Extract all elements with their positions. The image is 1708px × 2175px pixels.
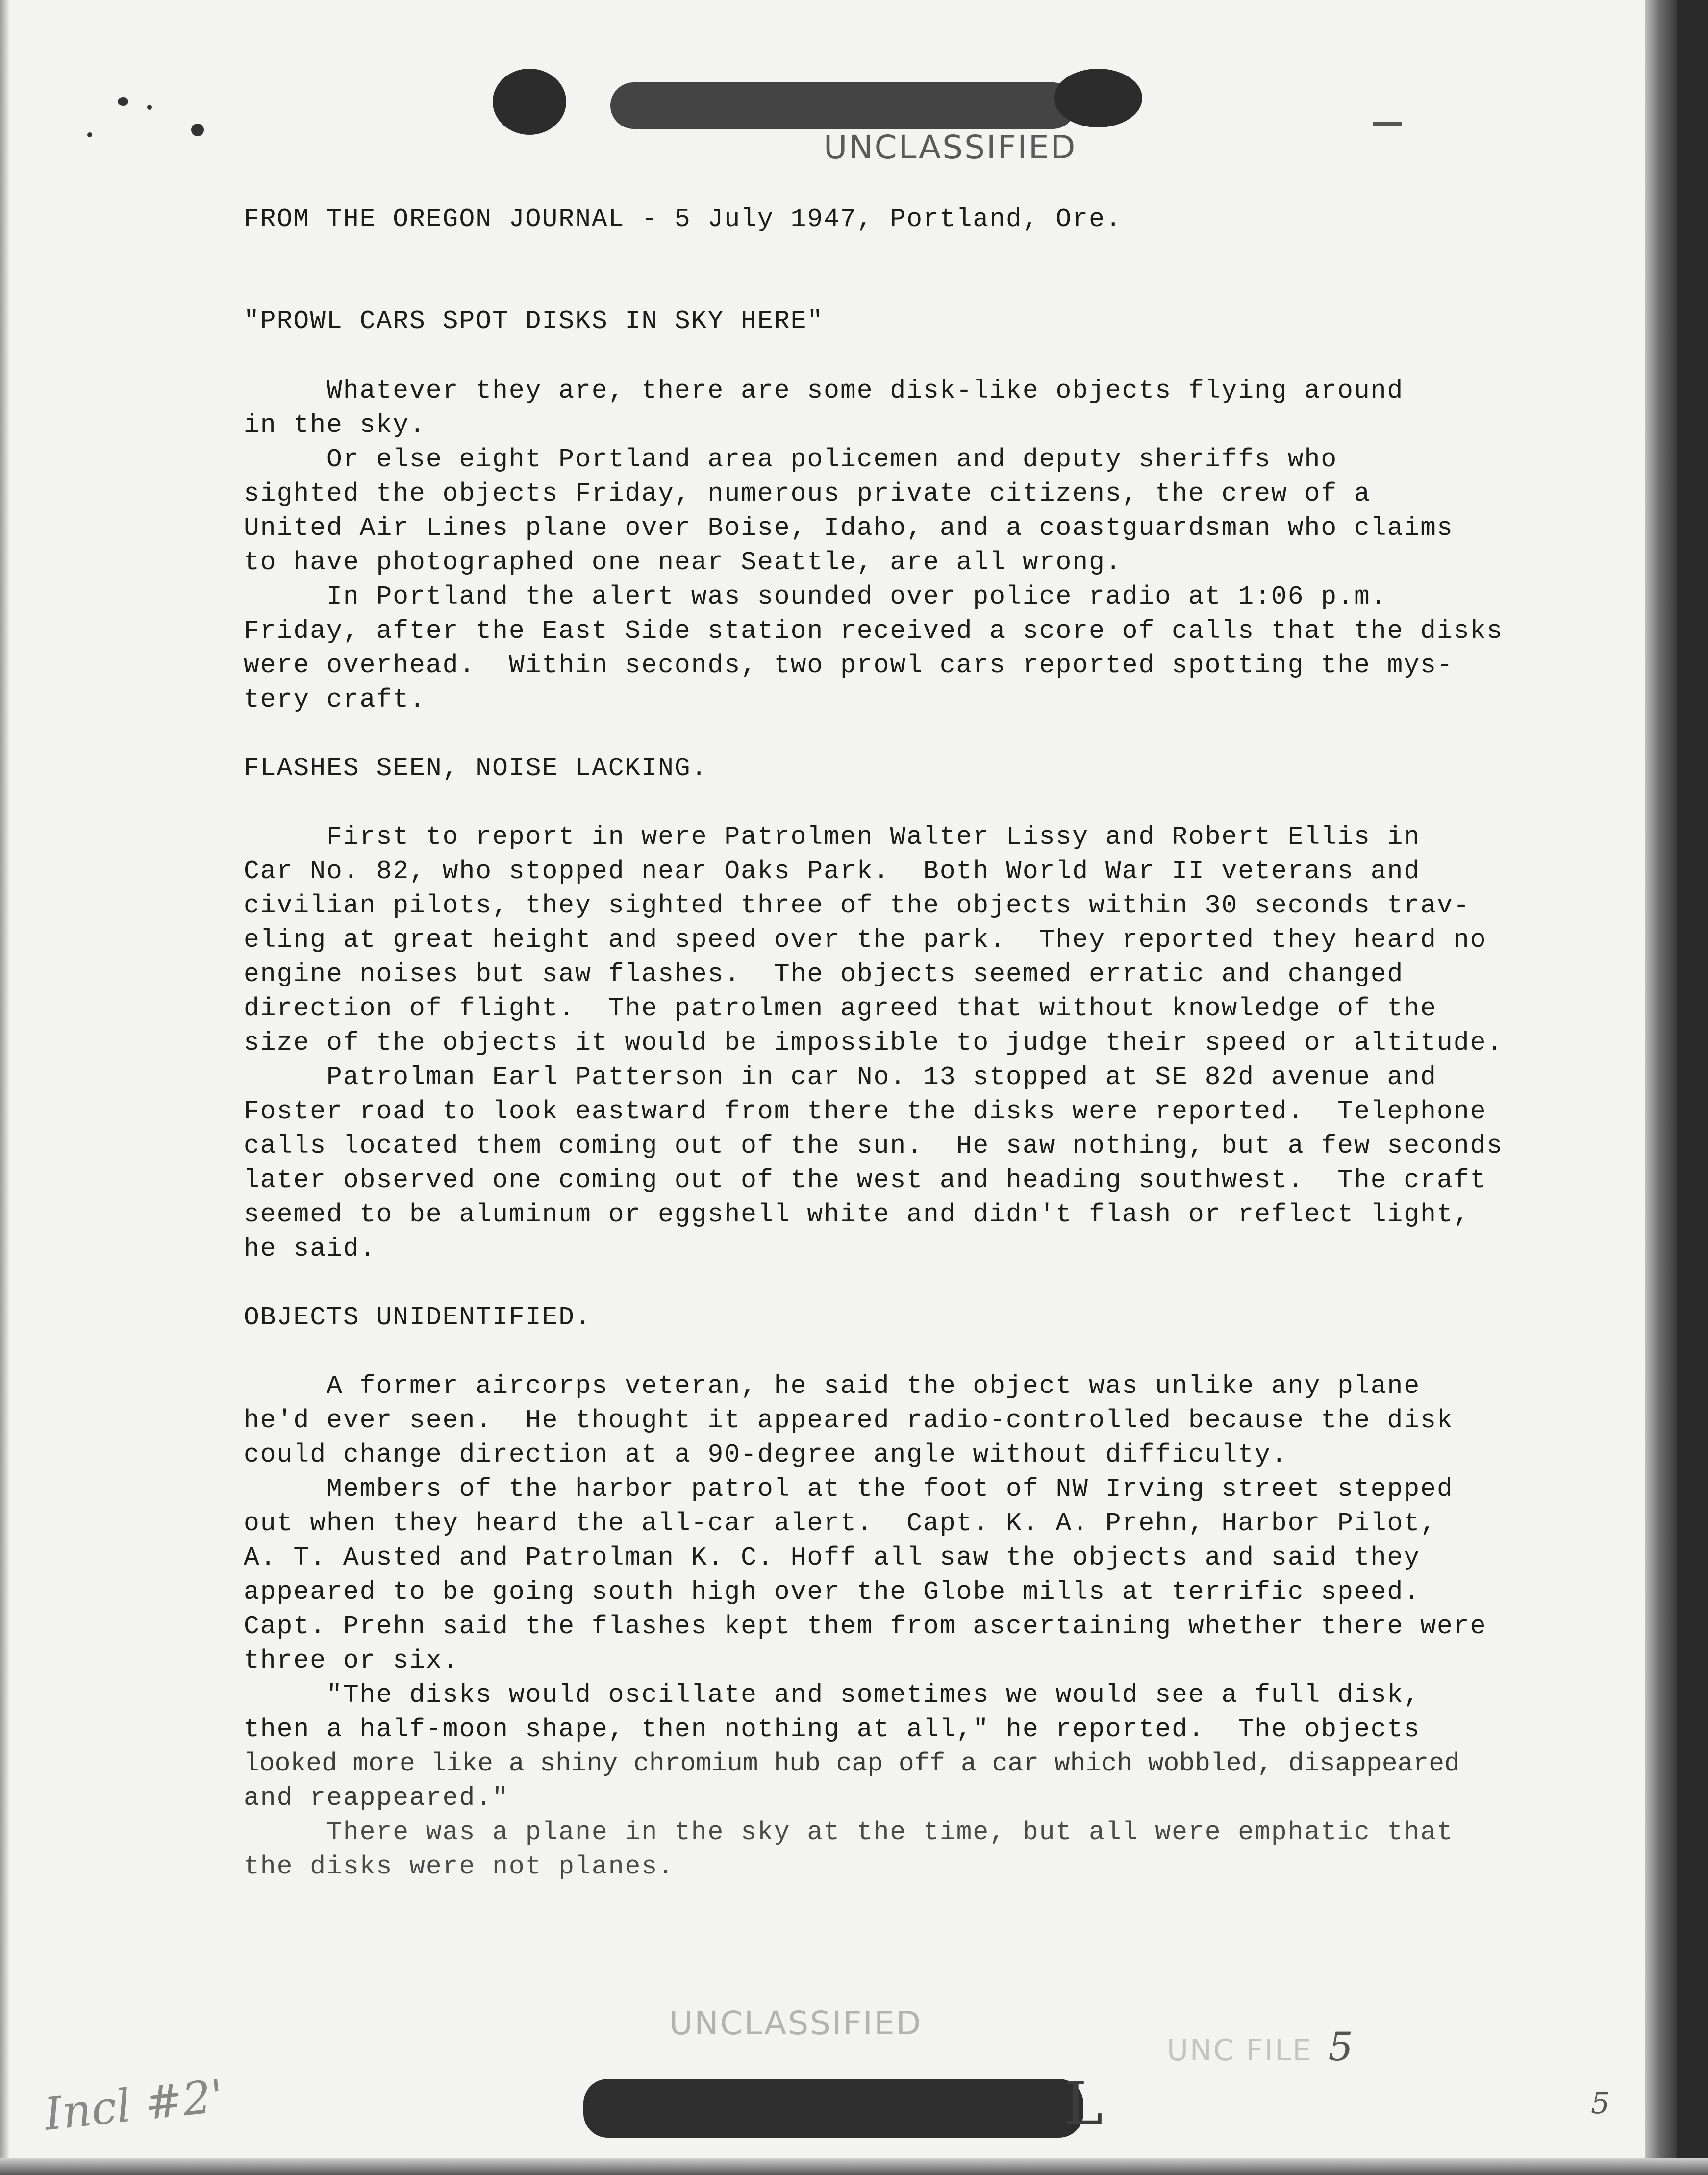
text-line: were overhead. Within seconds, two prowl cars reported spotting the mys- [244, 651, 1454, 680]
text-line: could change direction at a 90-degree angle without difficulty. [244, 1440, 1288, 1469]
text-line: A. T. Austed and Patrolman K. C. Hoff all saw the objects and said they [244, 1543, 1421, 1572]
text-line: looked more like a shiny chromium hub cap off a car which wobbled, disappeared [244, 1749, 1460, 1778]
scan-speck [118, 97, 128, 106]
redacted-marking-bottom [583, 2079, 1083, 2138]
text-line: size of the objects it would be impossible to judge their speed or altitude. [244, 1028, 1504, 1058]
text-line: Members of the harbor patrol at the foot of NW Irving street stepped [244, 1474, 1454, 1504]
text-line: three or six. [244, 1646, 459, 1675]
text-line: civilian pilots, they sighted three of the objects within 30 seconds trav- [244, 891, 1470, 920]
text-line: then a half-moon shape, then nothing at all," he reported. The objects [244, 1715, 1421, 1744]
redaction-blot-left [493, 69, 566, 135]
text-line: out when they heard the all-car alert. Capt. K. A. Prehn, Harbor Pilot, [244, 1509, 1437, 1538]
scan-speck [87, 132, 92, 137]
redacted-marking-top [610, 82, 1076, 129]
text-line: In Portland the alert was sounded over police radio at 1:06 p.m. [244, 582, 1387, 611]
text-line: Capt. Prehn said the flashes kept them from ascertaining whether there were [244, 1612, 1487, 1641]
text-line: calls located them coming out of the sun. He saw nothing, but a few seconds [244, 1131, 1504, 1161]
text-line: sighted the objects Friday, numerous private citizens, the crew of a [244, 479, 1371, 508]
scan-edge-left [0, 0, 9, 2175]
handwritten-note-left: Incl #2' [42, 2070, 226, 2141]
file-number: 5 [1328, 2024, 1355, 2070]
text-line: First to report in were Patrolmen Walter Lissy and Robert Ellis in [244, 822, 1421, 852]
text-line: he'd ever seen. He thought it appeared radio-controlled because the disk [244, 1406, 1454, 1435]
handwritten-note-right: 5 [1591, 2086, 1610, 2121]
text-line: Whatever they are, there are some disk-like objects flying around [244, 376, 1404, 405]
text-line: to have photographed one near Seattle, are all wrong. [244, 548, 1122, 577]
text-line: engine noises but saw flashes. The objects seemed erratic and changed [244, 960, 1404, 989]
text-line: Car No. 82, who stopped near Oaks Park. Both World War II veterans and [244, 857, 1421, 886]
article-headline: "PROWL CARS SPOT DISKS IN SKY HERE" [244, 306, 824, 336]
subheading-flashes-seen: FLASHES SEEN, NOISE LACKING. [244, 754, 708, 783]
text-line: Foster road to look eastward from there the disks were reported. Telephone [244, 1097, 1487, 1126]
text-line: appeared to be going south high over the Globe mills at terrific speed. [244, 1577, 1421, 1607]
text-line: direction of flight. The patrolmen agreed that without knowledge of the [244, 994, 1437, 1023]
subheading-objects-unidentified: OBJECTS UNIDENTIFIED. [244, 1303, 592, 1332]
text-line: and reappeared." [244, 1783, 509, 1813]
classification-stamp-top: UNCLASSIFIED [824, 128, 1077, 166]
text-line: seemed to be aluminum or eggshell white and didn't flash or reflect light, [244, 1200, 1470, 1229]
text-line: Patrolman Earl Patterson in car No. 13 stopped at SE 82d avenue and [244, 1062, 1437, 1092]
text-line: "The disks would oscillate and sometimes we would see a full disk, [244, 1680, 1421, 1710]
redacted-marking-tail: L [1064, 2070, 1103, 2138]
text-line: he said. [244, 1234, 377, 1264]
text-line: There was a plane in the sky at the time, but all were emphatic that [244, 1818, 1454, 1847]
text-line: in the sky. [244, 410, 426, 440]
file-marking [1167, 2024, 1355, 2070]
text-line: the disks were not planes. [244, 1852, 675, 1881]
file-marking-label: UNC FILE [1167, 2033, 1313, 2068]
classification-stamp-bottom: UNCLASSIFIED [669, 2004, 923, 2042]
text-line: later observed one coming out of the west and heading southwest. The craft [244, 1165, 1487, 1195]
text-line: Friday, after the East Side station received a score of calls that the disks [244, 616, 1504, 646]
text-line: A former aircorps veteran, he said the object was unlike any plane [244, 1371, 1421, 1401]
scan-edge-right [1645, 0, 1677, 2175]
text-line: eling at great height and speed over the park. They reported they heard no [244, 925, 1487, 955]
source-line: FROM THE OREGON JOURNAL - 5 July 1947, Portland, Ore. [244, 204, 1122, 234]
scan-speck [1373, 122, 1402, 126]
scan-speck [147, 105, 152, 110]
scan-edge-bottom [0, 2158, 1708, 2175]
text-line: Or else eight Portland area policemen and deputy sheriffs who [244, 445, 1338, 474]
scan-speck [191, 124, 204, 136]
text-line: tery craft. [244, 685, 426, 714]
redaction-blot-right [1054, 69, 1142, 127]
text-line: United Air Lines plane over Boise, Idaho, and a coastguardsman who claims [244, 513, 1454, 543]
